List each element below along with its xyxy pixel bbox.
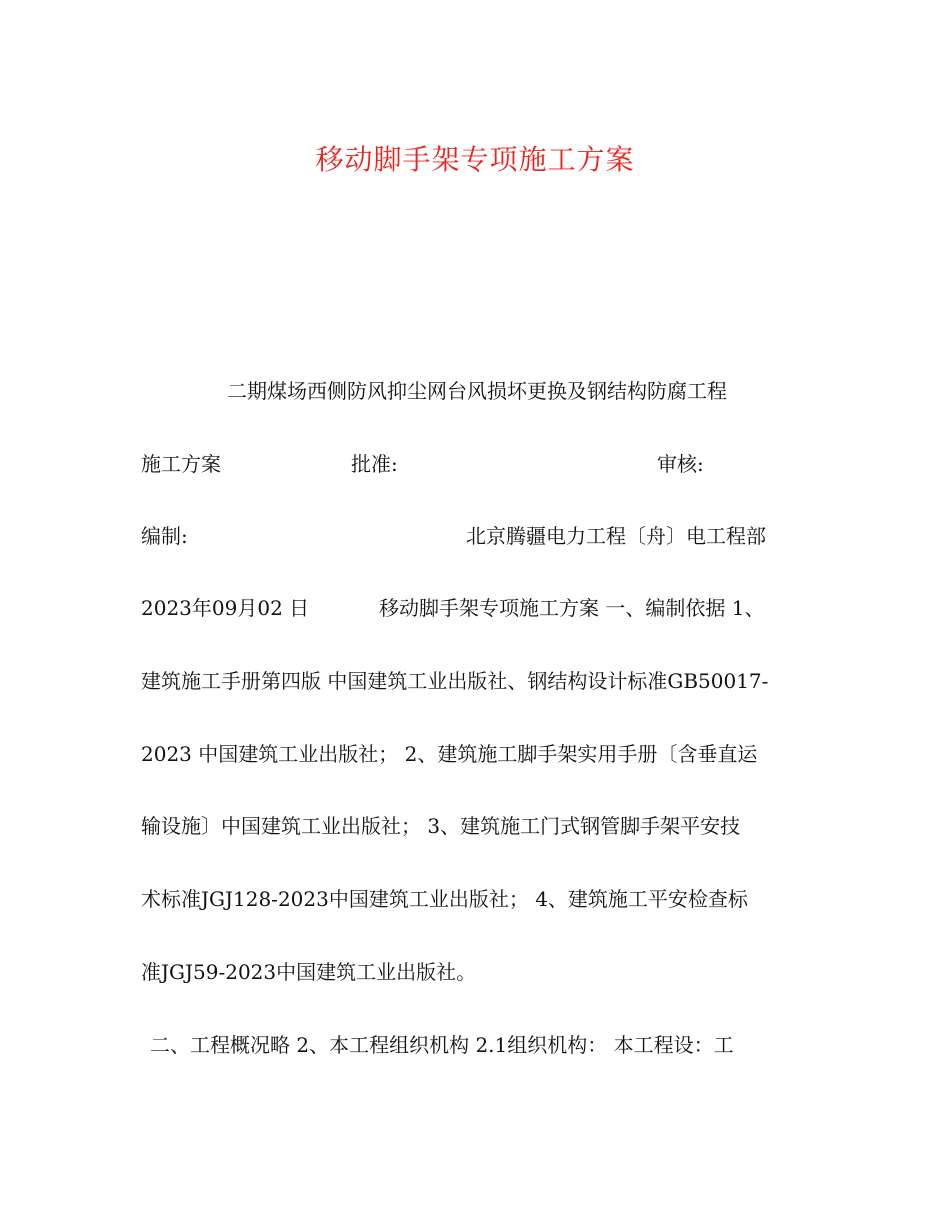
project-name: 二期煤场西侧防风抑尘网台风损坏更换及钢结构防腐工程 — [227, 379, 727, 403]
date-row — [141, 593, 806, 623]
compile-row — [141, 521, 806, 551]
body-line: 建筑施工手册第四版 中国建筑工业出版社、钢结构设计标准GB50017- — [141, 669, 769, 693]
body-line: 术标准JGJ128-2023中国建筑工业出版社； 4、建筑施工平安检查标 — [141, 887, 748, 911]
plan-label: 施工方案 — [141, 452, 221, 476]
body-line-last: 二、工程概况略 2、本工程组织机构 2.1组织机构： 本工程设：工 — [150, 1033, 734, 1057]
approval-row — [141, 449, 806, 479]
document-title: 移动脚手架专项施工方案 — [315, 143, 635, 176]
body-line: 2023 中国建筑工业出版社； 2、建筑施工脚手架实用手册〔含垂直运 — [141, 742, 758, 766]
document-date: 2023年09月02 日 — [141, 596, 310, 620]
organization-name: 北京腾疆电力工程〔舟〕电工程部 — [466, 524, 766, 548]
review-label: 审核: — [657, 452, 704, 476]
body-line: 准JGJ59-2023中国建筑工业出版社。 — [141, 960, 477, 984]
compile-label: 编制: — [141, 524, 188, 548]
approve-label: 批准: — [351, 452, 398, 476]
date-row-text: 移动脚手架专项施工方案 一、编制依据 1、 — [379, 596, 765, 620]
body-line: 输设施〕中国建筑工业出版社； 3、建筑施工门式钢管脚手架平安技 — [141, 814, 741, 838]
